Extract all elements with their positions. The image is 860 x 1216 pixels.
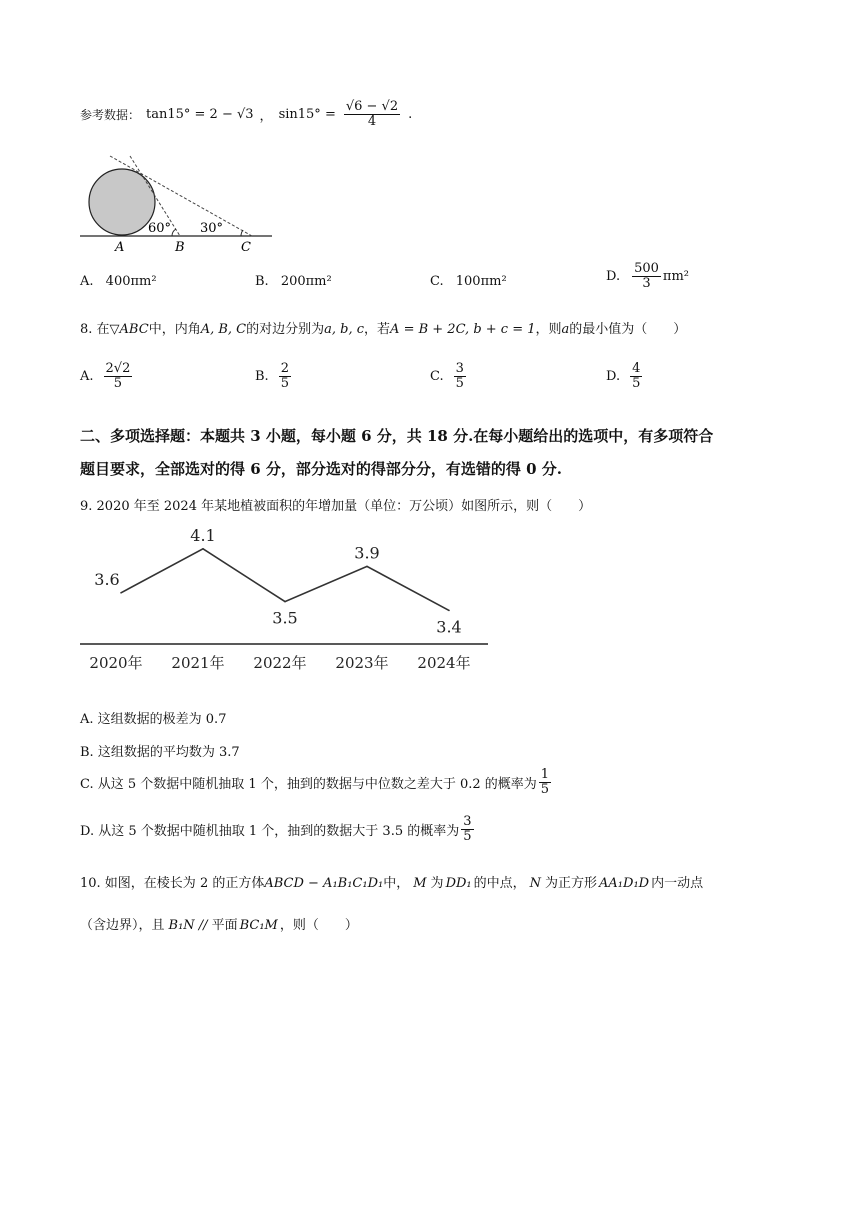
q8-sides: a, b, c [324, 322, 365, 337]
q10-parallel: B₁N // [168, 918, 208, 933]
option-fraction [461, 815, 473, 843]
option-fraction [279, 362, 291, 390]
q8-option-c [430, 362, 468, 390]
data-value-label: 3.6 [94, 569, 120, 589]
tan15-formula: tan15° = 2 − √3 [146, 106, 254, 122]
option-label: D. [606, 368, 621, 384]
q10-text: ，则（ ） [279, 918, 358, 933]
sphere-circle [89, 169, 155, 235]
option-text: D. 从这 5 个数据中随机抽取 1 个，抽到的数据大于 3.5 的概率为 [80, 823, 460, 839]
q10-point-m: M [413, 876, 427, 891]
q10-text: 10. 如图，在棱长为 2 的正方体 [80, 876, 265, 891]
sin15-fraction [344, 100, 400, 128]
category-tick-label: 2020年 [89, 654, 143, 672]
period: . [408, 106, 413, 122]
q8-text: 的最小值为（ ） [569, 322, 687, 337]
option-value: 400πm² [105, 274, 157, 289]
q10-line2 [80, 914, 358, 933]
q10-text: 中， [383, 876, 410, 891]
q9-line-chart [76, 528, 496, 678]
sin15-numerator: √6 − √2 [345, 99, 399, 114]
q9-option-d [80, 815, 476, 843]
option-label: A. [80, 274, 94, 289]
data-value-label: 3.9 [354, 543, 380, 563]
fraction-numerator: 500 [634, 261, 659, 276]
section2-heading-line2: 题目要求，全部选对的得 6 分，部分选对的得部分分，有选错的得 0 分. [80, 460, 562, 478]
fraction-denominator: 5 [113, 375, 123, 391]
q8-text: ，则 [535, 322, 562, 337]
category-tick-label: 2024年 [417, 654, 471, 672]
q9-option-a: A. 这组数据的极差为 0.7 [80, 712, 227, 727]
option-value: 200πm² [280, 274, 332, 289]
q8-option-b [255, 362, 293, 390]
q8-option-a [80, 362, 134, 390]
q9-option-c [80, 768, 553, 796]
option-value: 100πm² [455, 274, 507, 289]
section2-heading-line1: 二、多项选择题：本题共 3 小题，每小题 6 分，共 18 分.在每小题给出的选项中，有多项符合 [80, 427, 714, 445]
q7-option-b [255, 274, 332, 289]
option-label: C. [430, 274, 444, 289]
point-b-label: B [175, 240, 185, 255]
separator: ， [259, 108, 273, 124]
category-tick-label: 2021年 [171, 654, 225, 672]
data-value-label: 3.5 [272, 608, 298, 628]
circle-tangent-figure [76, 150, 276, 260]
q8-text: 8. 在 [80, 322, 110, 337]
category-tick-label: 2023年 [335, 654, 389, 672]
point-a-label: A [115, 240, 125, 255]
option-label: A. [80, 368, 94, 384]
sin15-left: sin15° = [278, 106, 336, 122]
q8-angles: A, B, C [200, 322, 247, 337]
q7-option-d [606, 262, 689, 290]
option-label: C. [430, 368, 444, 384]
reference-data-line [80, 100, 412, 128]
q10-text: 平面 [211, 918, 238, 933]
fraction-numerator: 1 [540, 767, 550, 782]
q8-variable: a [561, 322, 570, 337]
reference-label: 参考数据： [80, 107, 141, 122]
option-fraction [539, 768, 551, 796]
option-fraction [104, 362, 133, 390]
data-point [284, 601, 286, 603]
angle-arc-60 [172, 229, 176, 236]
q10-text: 为 [430, 876, 444, 891]
option-text: C. 从这 5 个数据中随机抽取 1 个，抽到的数据与中位数之差大于 0.2 的概率为 [80, 776, 537, 792]
q10-plane: BC₁M [239, 918, 278, 933]
option-fraction [632, 262, 661, 290]
angle-label-60: 60° [148, 221, 172, 236]
angle-label-30: 30° [200, 221, 224, 236]
q7-option-a [80, 274, 157, 289]
option-label: B. [255, 274, 269, 289]
q8-stem [80, 318, 686, 337]
fraction-numerator: 2 [280, 361, 289, 376]
sin15-denominator: 4 [367, 113, 377, 129]
q8-text: 中，内角 [148, 322, 201, 337]
q8-text: ，若 [364, 322, 391, 337]
data-point [120, 592, 122, 594]
option-fraction [454, 362, 466, 390]
q10-line1 [80, 872, 703, 891]
point-c-label: C [241, 240, 251, 255]
fraction-denominator: 5 [455, 375, 464, 391]
q9-stem: 9. 2020 年至 2024 年某地植被面积的年增加量（单位：万公顷）如图所示，则（ ） [80, 499, 592, 514]
fraction-numerator: 3 [455, 361, 464, 376]
q10-text: 内一动点 [651, 876, 704, 891]
option-label: D. [606, 268, 621, 284]
fraction-denominator: 5 [540, 781, 550, 797]
q10-text: （含边界），且 [80, 918, 165, 933]
option-fraction [630, 362, 642, 390]
fraction-numerator: 4 [632, 361, 641, 376]
q10-text: 为正方形 [545, 876, 598, 891]
angle-arc-30 [241, 230, 243, 236]
q9-option-b: B. 这组数据的平均数为 3.7 [80, 745, 240, 760]
fraction-numerator: 2√2 [105, 361, 131, 376]
q8-text: 的对边分别为 [246, 322, 325, 337]
q10-segment: DD₁ [445, 876, 472, 891]
fraction-denominator: 5 [632, 375, 641, 391]
fraction-denominator: 3 [642, 275, 651, 291]
q8-option-d [606, 362, 644, 390]
q10-cube: ABCD − A₁B₁C₁D₁ [264, 876, 384, 891]
q7-option-c [430, 274, 507, 289]
fraction-denominator: 5 [280, 375, 289, 391]
fraction-denominator: 5 [463, 828, 472, 844]
data-point [448, 610, 450, 612]
q10-text: 的中点， [473, 876, 526, 891]
option-unit: πm² [662, 268, 690, 284]
q10-square: AA₁D₁D [599, 876, 650, 891]
data-value-label: 4.1 [190, 528, 216, 545]
data-value-label: 3.4 [436, 617, 462, 637]
category-tick-label: 2022年 [253, 654, 307, 672]
fraction-numerator: 3 [463, 814, 472, 829]
q8-condition: A = B + 2C, b + c = 1 [390, 322, 536, 337]
data-point [202, 548, 204, 550]
data-point [366, 566, 368, 568]
q8-triangle: ▽ABC [109, 322, 149, 337]
option-label: B. [255, 368, 269, 384]
q10-point-n: N [529, 876, 542, 891]
